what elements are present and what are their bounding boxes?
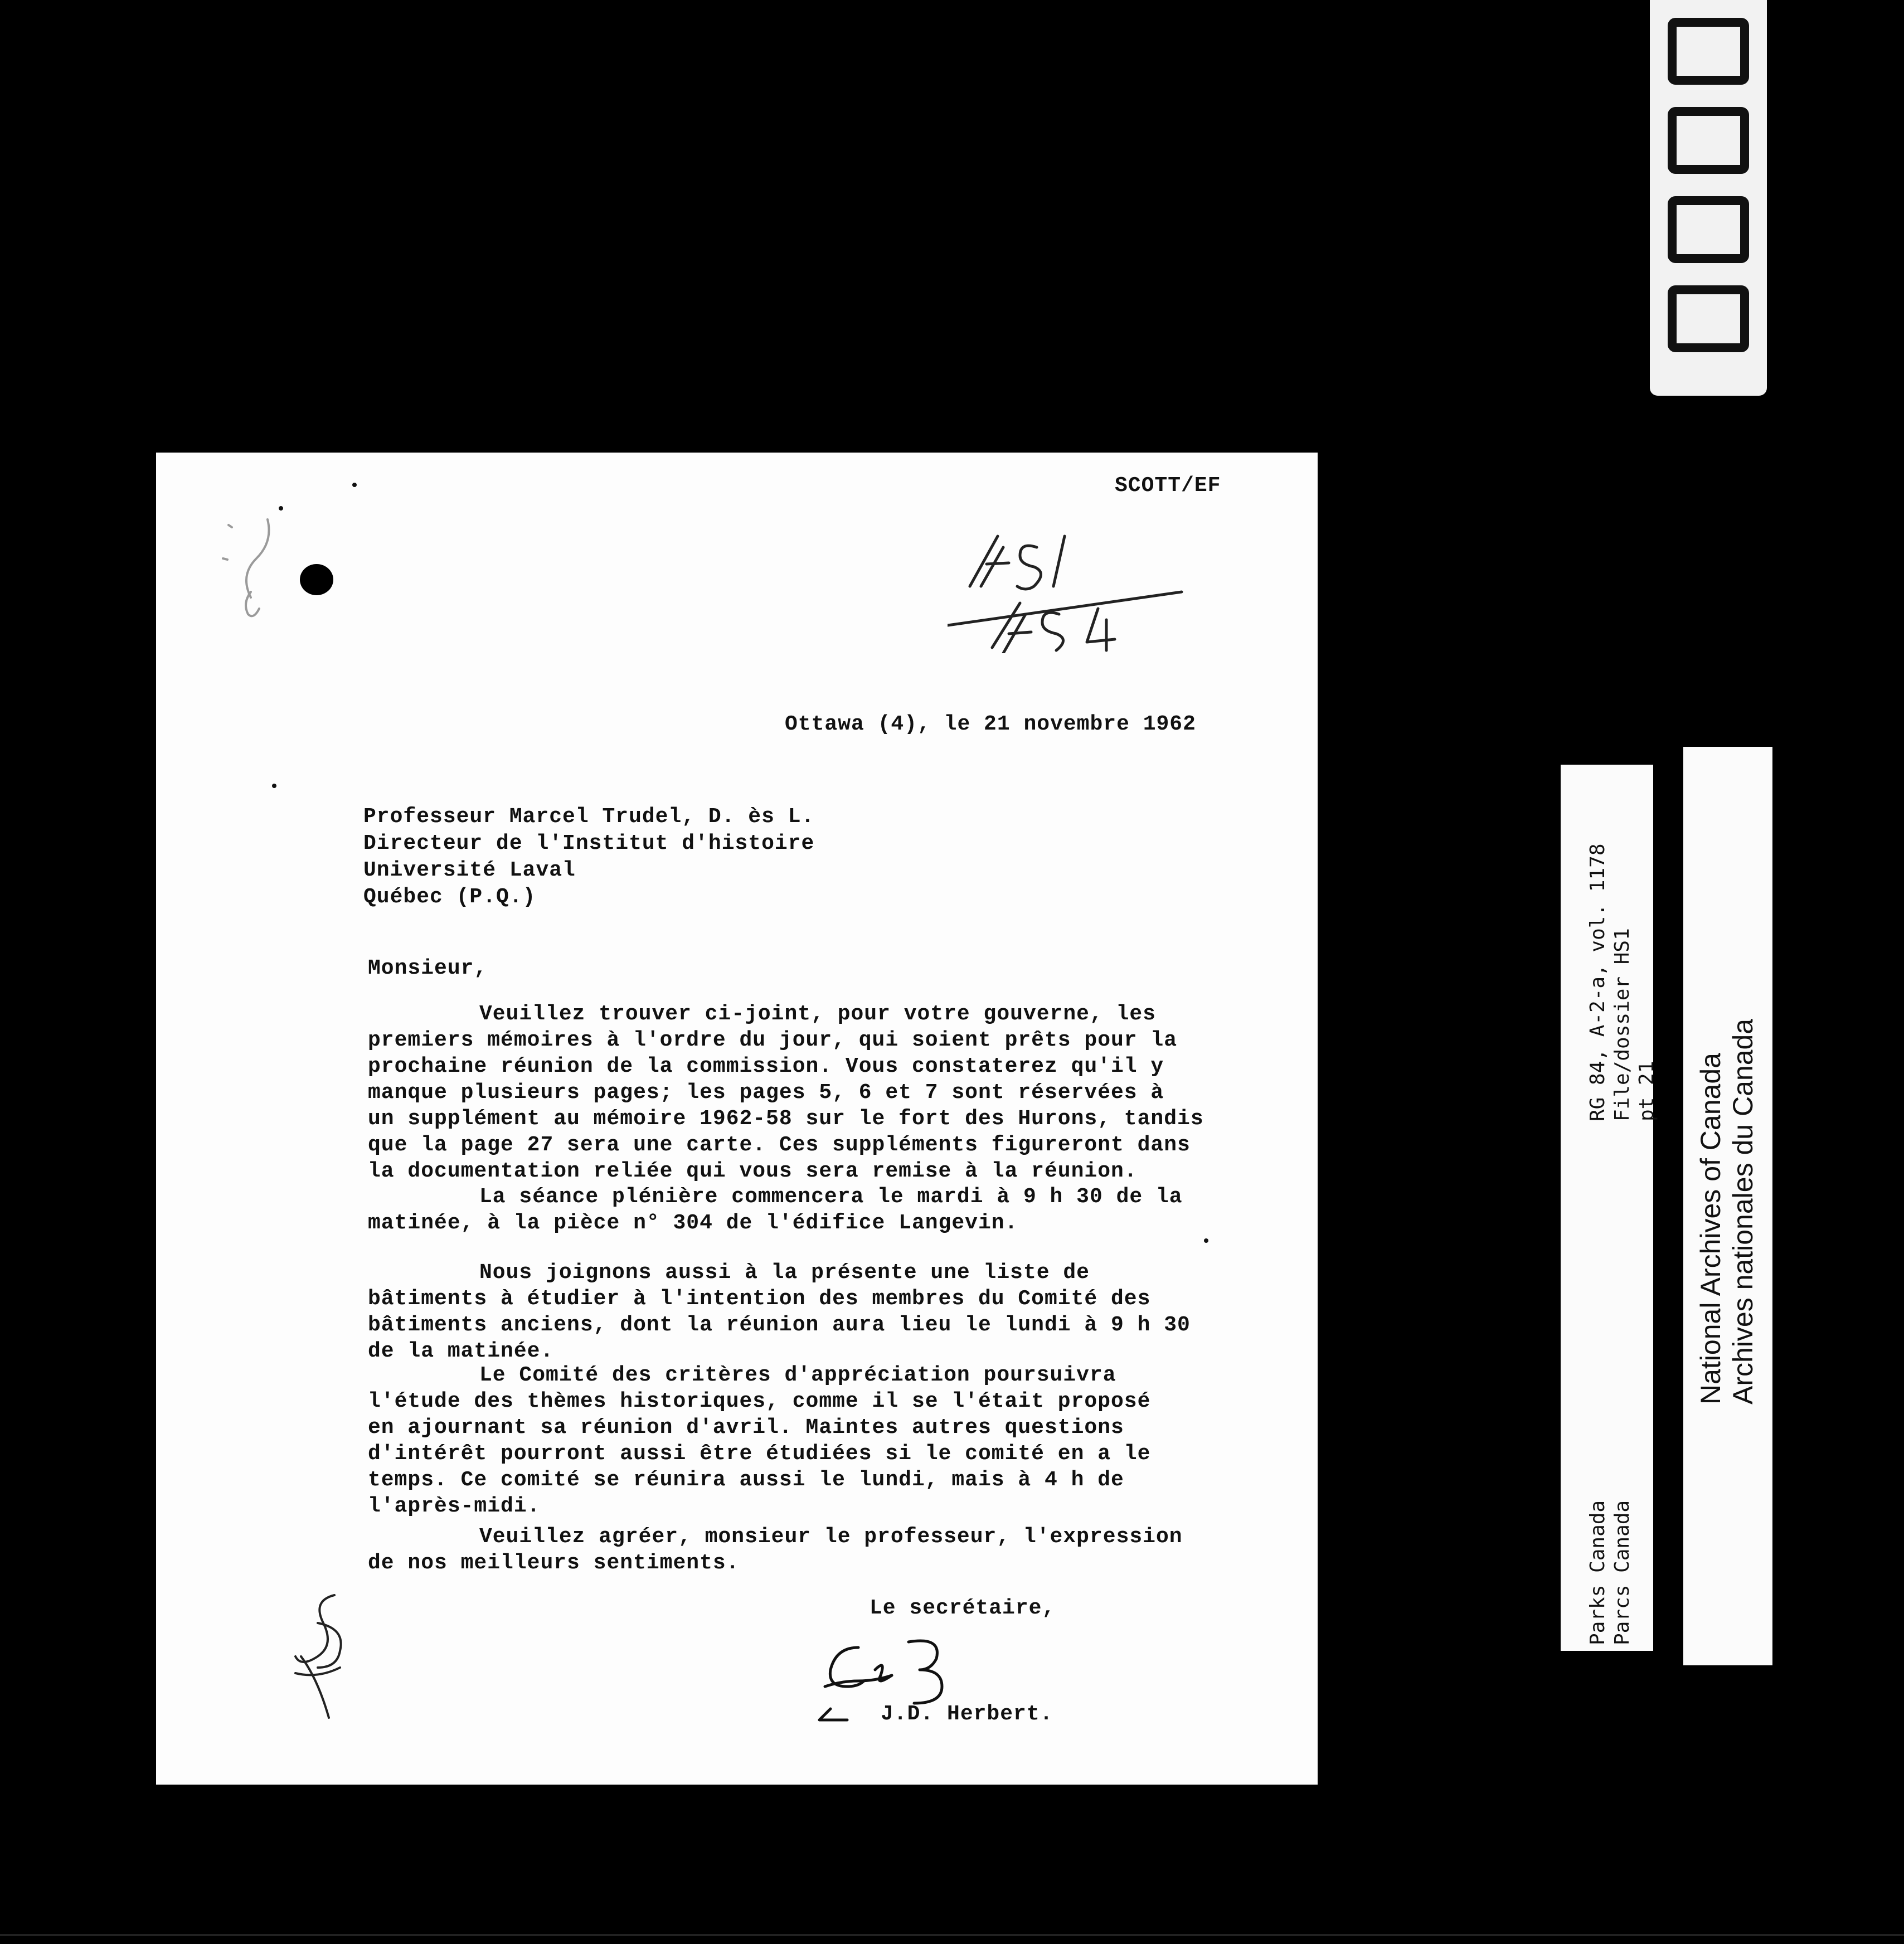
paragraph-5 bbox=[368, 1524, 1304, 1576]
text-line: temps. Ce comité se réunira aussi le lundi, mais à 4 h de bbox=[368, 1468, 1124, 1492]
reference-initials: SCOTT/EF bbox=[1115, 474, 1221, 498]
pencil-annotation bbox=[190, 492, 301, 631]
handwritten-file-number bbox=[948, 514, 1237, 653]
text-line: un supplément au mémoire 1962-58 sur le fort des Hurons, tandis bbox=[368, 1107, 1204, 1131]
text-line: Nous joignons aussi à la présente une liste de bbox=[479, 1261, 1090, 1285]
punch-hole bbox=[300, 564, 333, 595]
text-line: Veuillez agréer, monsieur le professeur, l'expression bbox=[479, 1525, 1183, 1549]
address-line: Université Laval bbox=[363, 858, 576, 882]
text-line: l'après-midi. bbox=[368, 1494, 541, 1518]
frame-counter-digits bbox=[1650, 0, 1767, 396]
salutation: Monsieur, bbox=[368, 956, 488, 980]
address-line: Directeur de l'Institut d'histoire bbox=[363, 832, 815, 856]
paragraph-4 bbox=[368, 1362, 1304, 1519]
archive-reference-label bbox=[1561, 765, 1658, 1651]
reference-line-1: RG 84, A-2-a, vol. 1178 bbox=[1586, 843, 1609, 1121]
closing-title: Le secrétaire, bbox=[870, 1596, 1056, 1620]
text-line: de nos meilleurs sentiments. bbox=[368, 1551, 740, 1575]
reference-line-3: pt 21 bbox=[1635, 1061, 1658, 1121]
text-line: Veuillez trouver ci-joint, pour votre gouverne, les bbox=[479, 1002, 1156, 1026]
text-line: matinée, à la pièce n° 304 de l'édifice Langevin. bbox=[368, 1211, 1018, 1235]
handwritten-initials bbox=[284, 1590, 373, 1729]
archives-name-fr: Archives nationales du Canada bbox=[1727, 1018, 1759, 1404]
text-line: bâtiments anciens, dont la réunion aura lieu le lundi à 9 h 30 bbox=[368, 1313, 1191, 1337]
archives-name-label bbox=[1683, 747, 1772, 1665]
text-line: bâtiments à étudier à l'intention des membres du Comité des bbox=[368, 1287, 1151, 1311]
text-line: prochaine réunion de la commission. Vous constaterez qu'il y bbox=[368, 1054, 1164, 1078]
agency-fr: Parcs Canada bbox=[1611, 1500, 1634, 1645]
paragraph-2 bbox=[368, 1184, 1304, 1236]
reference-line-2: File/dossier HS1 bbox=[1611, 928, 1634, 1121]
recipient-address bbox=[363, 804, 814, 911]
address-line: Québec (P.Q.) bbox=[363, 885, 536, 909]
text-line: la documentation reliée qui vous sera remise à la réunion. bbox=[368, 1159, 1138, 1183]
letter-date: Ottawa (4), le 21 novembre 1962 bbox=[785, 712, 1196, 736]
paragraph-3 bbox=[368, 1260, 1304, 1364]
agency-en: Parks Canada bbox=[1586, 1500, 1609, 1645]
signatory-name: J.D. Herbert. bbox=[881, 1702, 1053, 1726]
text-line: en ajournant sa réunion d'avril. Maintes autres questions bbox=[368, 1416, 1124, 1440]
paragraph-1 bbox=[368, 1001, 1304, 1184]
text-line: que la page 27 sera une carte. Ces suppléments figureront dans bbox=[368, 1133, 1191, 1157]
film-edge-line bbox=[0, 1934, 1904, 1936]
text-line: Le Comité des critères d'appréciation poursuivra bbox=[479, 1363, 1116, 1387]
text-line: d'intérêt pourront aussi être étudiées si le comité en a le bbox=[368, 1442, 1151, 1466]
text-line: manque plusieurs pages; les pages 5, 6 et 7 sont réservées à bbox=[368, 1081, 1164, 1105]
frame-counter-strip bbox=[1650, 0, 1767, 396]
text-line: La séance plénière commencera le mardi à 9 h 30 de la bbox=[479, 1185, 1183, 1209]
text-line: de la matinée. bbox=[368, 1339, 554, 1363]
address-line: Professeur Marcel Trudel, D. ès L. bbox=[363, 805, 815, 829]
text-line: l'étude des thèmes historiques, comme il se l'était proposé bbox=[368, 1389, 1151, 1413]
text-line: premiers mémoires à l'ordre du jour, qui soient prêts pour la bbox=[368, 1028, 1178, 1052]
letter-page bbox=[156, 453, 1318, 1785]
archives-name-en: National Archives of Canada bbox=[1695, 1053, 1726, 1404]
